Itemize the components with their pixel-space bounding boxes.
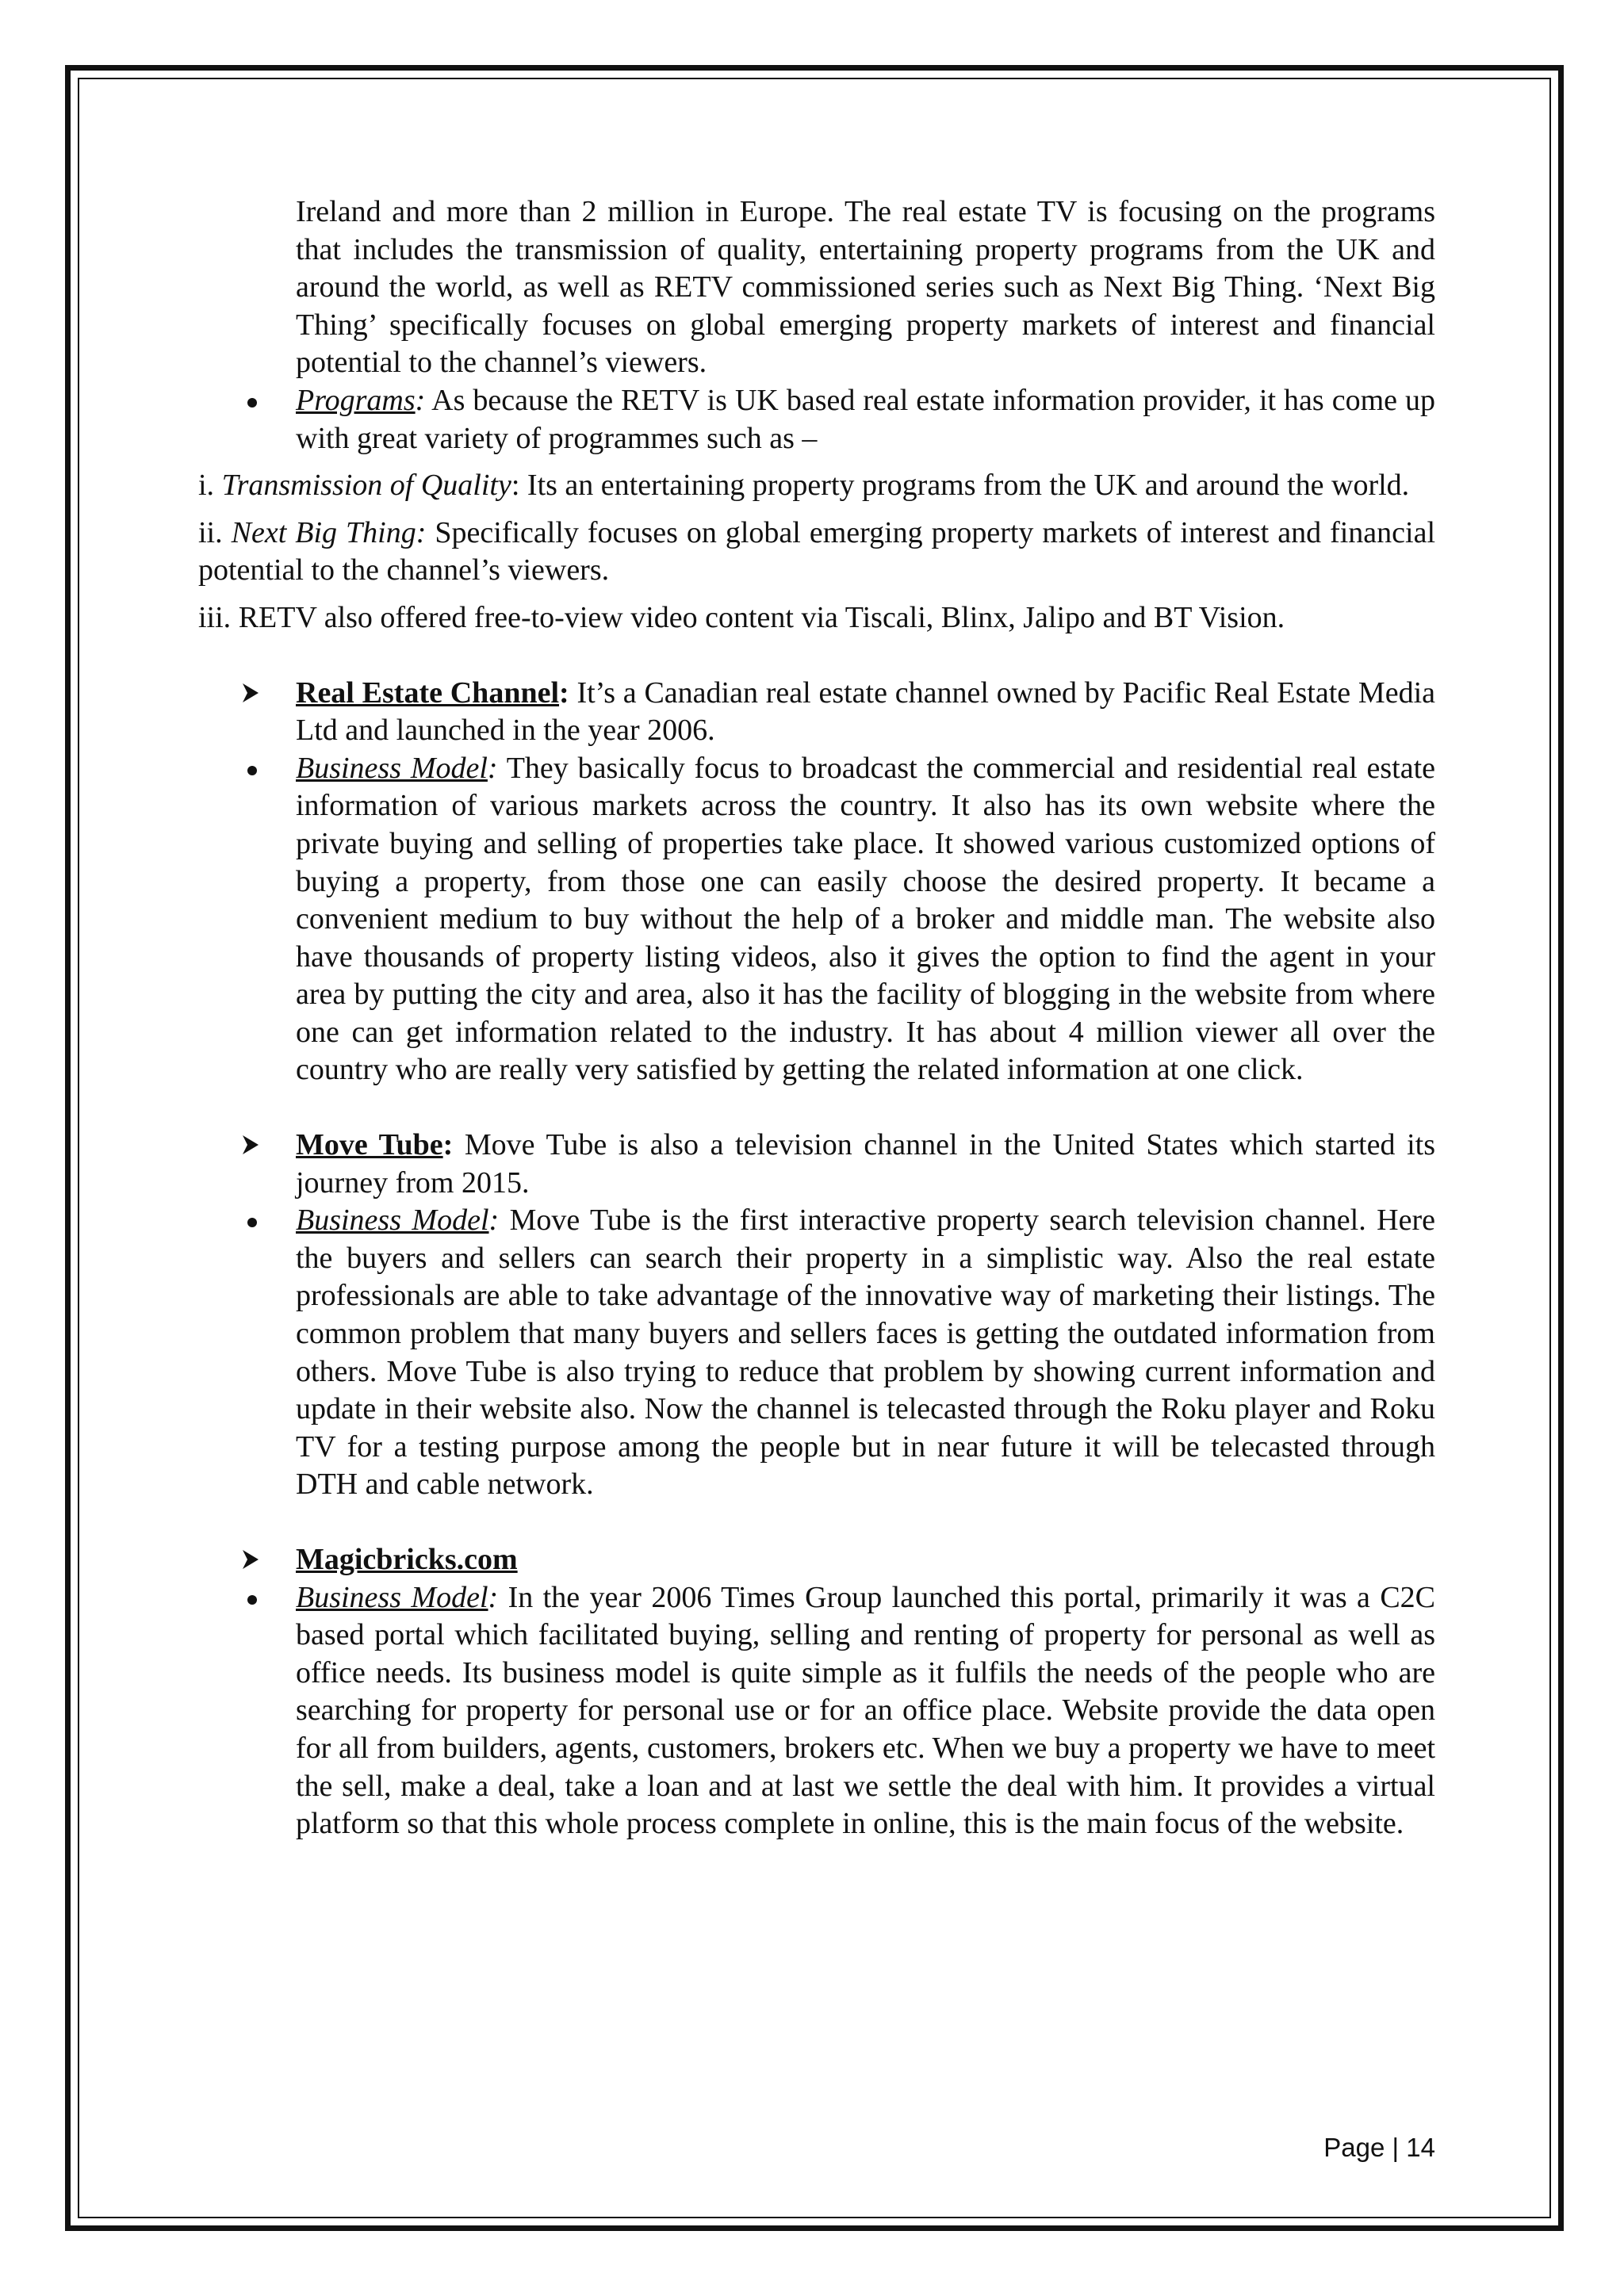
business-model-magicbricks: Business Model: In the year 2006 Times Group launched this portal, primarily it was a C2C based portal which facilitated buying, selling and renting of property for personal as well as office needs. Its business model is quite simple as it fulfils the needs of the people who are searching for property for personal use or for an office place. Website provide the data open for all from builders, agents, customers, brokers etc. When we buy a property we have to meet the sell, make a deal, take a loan and at last we settle the deal with him. It provides a virtual platform so that this whole process complete in online, this is the main focus of the website.: [198, 1579, 1435, 1843]
section-heading-real-estate-channel: Real Estate Channel: It’s a Canadian real estate channel owned by Pacific Real Estate Media Ltd and launched in the year 2006.: [198, 675, 1435, 750]
program-item-1: i. Transmission of Quality: Its an entertaining property programs from the UK and around the world.: [198, 469, 1410, 503]
programs-text: As because the RETV is UK based real estate information provider, it has come up with great variety of programmes such as –: [296, 383, 1435, 455]
bullet-dot-icon: [247, 1218, 257, 1227]
page-separator: |: [1392, 2133, 1400, 2162]
section-title: Move Tube: [296, 1128, 443, 1162]
page-label: Page: [1323, 2133, 1385, 2162]
business-model-real-estate-channel: Business Model: They basically focus to broadcast the commercial and residential real estate information of various markets across the country. It also has its own website where the private buying and selling of properties take place. It showed various customized options of buying a property, from those one can easily choose the desired property. It became a convenient medium to buy without the help of a broker and middle man. The website also have thousands of property listing videos, also it gives the option to find the agent in your area by putting the city and area, also it has the facility of blogging in the website from where one can get information related to the industry. It has about 4 million viewer all over the country who are really very satisfied by getting the related information at one click.: [198, 750, 1435, 1089]
program-item-2: ii. Next Big Thing: Specifically focuses on global emerging property markets of interest and financial potential to the channel’s viewers.: [198, 515, 1436, 587]
business-model-label: Business Model: [296, 1580, 488, 1614]
section-intro: Move Tube is also a television channel in the United States which started its journey from 2015.: [296, 1128, 1435, 1200]
arrow-bullet-icon: [242, 683, 259, 703]
business-model-text: In the year 2006 Times Group launched this portal, primarily it was a C2C based portal which facilitated buying, selling and renting of property for personal as well as office needs. Its business model is quite simple as it fulfils the needs of the people who are searching for property for personal use or for an office place. Website provide the data open for all from builders, agents, customers, brokers etc. When we buy a property we have to meet the sell, make a deal, take a loan and at last we settle the deal with him. It provides a virtual platform so that this whole process complete in online, this is the main focus of the website.: [296, 1580, 1436, 1841]
page-number-footer: [1316, 2133, 1435, 2163]
page-number: 14: [1406, 2133, 1435, 2162]
business-model-label: Business Model: [296, 1203, 489, 1238]
business-model-label: Business Model: [296, 751, 488, 785]
business-model-text: Move Tube is the first interactive property search television channel. Here the buyers and sellers can search their property in a simplistic way. Also the real estate professionals are able to take advantage of the innovative way of marketing their listings. The common problem that many buyers and sellers faces is getting the outdated information from others. Move Tube is also trying to reduce that problem by showing current information and update in their website also. Now the channel is telecasted through the Roku player and Roku TV for a testing purpose among the people but in near future it will be telecasted through DTH and cable network.: [296, 1203, 1435, 1502]
program-item-3: iii. RETV also offered free-to-view video content via Tiscali, Blinx, Jalipo and BT Vision.: [198, 600, 1285, 634]
section-heading-move-tube: Move Tube: Move Tube is also a television channel in the United States which started its journey from 2015.: [198, 1127, 1435, 1202]
section-intro: It’s a Canadian real estate channel owned by Pacific Real Estate Media Ltd and launched in the year 2006.: [296, 675, 1435, 748]
bullet-dot-icon: [247, 766, 257, 775]
business-model-text: They basically focus to broadcast the commercial and residential real estate information of various markets across the country. It also has its own website where the private buying and selling of properties take place. It showed various customized options of buying a property, from those one can easily choose the desired property. It became a convenient medium to buy without the help of a broker and middle man. The website also have thousands of property listing videos, also it gives the option to find the agent in your area by putting the city and area, also it has the facility of blogging in the website from where one can get information related to the industry. It has about 4 million viewer all over the country who are really very satisfied by getting the related information at one click.: [296, 751, 1436, 1087]
section-heading-magicbricks: [198, 1541, 1435, 1579]
programs-bullet: Programs: As because the RETV is UK based real estate information provider, it has come up with great variety of programmes such as –: [198, 382, 1435, 457]
intro-paragraph: Ireland and more than 2 million in Europe. The real estate TV is focusing on the programs that includes the transmission of quality, entertaining property programs from the UK and around the world, as well as RETV commissioned series such as Next Big Thing. ‘Next Big Thing’ specifically focuses on global emerging property markets of interest and financial potential to the channel’s viewers.: [296, 195, 1435, 380]
arrow-bullet-icon: [242, 1549, 259, 1570]
section-title: Magicbricks.com: [296, 1543, 518, 1576]
document-body: [198, 193, 1435, 1843]
section-title: Real Estate Channel: [296, 675, 560, 710]
program-item-title: Transmission of Quality: [221, 469, 511, 503]
business-model-move-tube: Business Model: Move Tube is the first interactive property search television channel. Here the buyers and sellers can search their property in a simplistic way. Also the real estate professionals are able to take advantage of the innovative way of marketing their listings. The common problem that many buyers and sellers faces is getting the outdated information from others. Move Tube is also trying to reduce that problem by showing current information and update in their website also. Now the channel is telecasted through the Roku player and Roku TV for a testing purpose among the people but in near future it will be telecasted through DTH and cable network.: [198, 1202, 1435, 1504]
arrow-bullet-icon: [242, 1135, 259, 1155]
program-item-title: Next Big Thing:: [231, 515, 427, 549]
bullet-dot-icon: [247, 1595, 257, 1605]
bullet-dot-icon: [247, 398, 257, 408]
programs-label: Programs: [296, 383, 416, 417]
